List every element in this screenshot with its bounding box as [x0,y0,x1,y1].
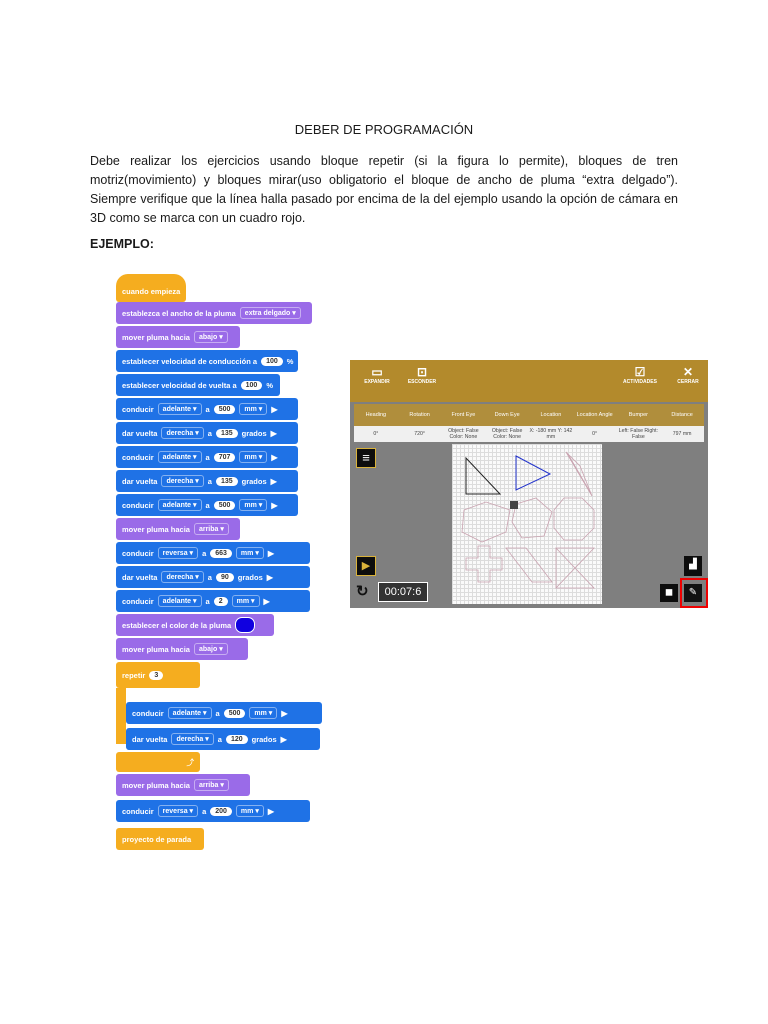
turn-block[interactable]: dar vuelta derecha ▾ a 135 grados ▶ [116,422,298,444]
play-arrow-icon[interactable]: ▶ [270,428,277,438]
table-cell: 0° [592,431,598,437]
table-cell: Left: False Right: False [618,428,658,440]
close-button[interactable]: ✕ CERRAR [670,365,706,385]
table-cell: X: -180 mm Y: 142 mm [529,428,573,440]
expand-icon: ▭ [371,365,383,379]
repeat-block-end [116,752,200,772]
color-swatch[interactable] [235,617,255,633]
repeat-block-arm [116,688,126,744]
pen-dropdown[interactable]: arriba ▾ [194,779,229,791]
when-started-block[interactable]: cuando empieza [116,274,186,302]
hide-button[interactable]: ⊡ ESCONDER [404,365,440,385]
reset-icon[interactable]: ↻ [356,583,369,600]
pen-width-block[interactable]: establezca el ancho de la pluma extra delgado ▾ [116,302,312,324]
turn-block[interactable]: dar vuelta derecha ▾ a 135 grados ▶ [116,470,298,492]
play-arrow-icon[interactable]: ▶ [267,806,274,816]
header-rotation: Rotation [409,412,430,418]
table-cell: Object: False Color: None [491,428,523,440]
turn-velocity-block[interactable]: establecer velocidad de vuelta a 100 % [116,374,280,396]
expand-button[interactable]: ▭ EXPANDIR [360,365,394,385]
table-cell: 797 mm [672,431,692,437]
example-heading: EJEMPLO: [90,237,154,251]
turn-block[interactable]: dar vuelta derecha ▾ a 90 grados ▶ [116,566,310,588]
timer-display: 00:07:6 [378,582,428,602]
loop-arrow-icon: ⤴ [186,757,194,767]
menu-icon[interactable]: ≡ [356,448,376,468]
drive-velocity-block[interactable]: establecer velocidad de conducción a 100 % [116,350,298,372]
play-arrow-icon[interactable]: ▶ [280,734,287,744]
turn-block[interactable]: dar vuelta derecha ▾ a 120 grados ▶ [126,728,320,750]
pen-up-block[interactable]: mover pluma hacia arriba ▾ [116,774,250,796]
drive-block[interactable]: conducir adelante ▾ a 500 mm ▾ ▶ [116,494,298,516]
hide-icon: ⊡ [416,365,428,379]
header-distance: Distance [671,412,693,418]
pen-down-block[interactable]: mover pluma hacia abajo ▾ [116,326,240,348]
header-location: Location [540,412,562,418]
pen-dropdown[interactable]: abajo ▾ [194,331,228,343]
activities-button[interactable]: ☑ ACTIVIDADES [618,365,662,385]
play-arrow-icon[interactable]: ▶ [281,708,288,718]
header-bumper: Bumper [628,412,648,418]
drive-block[interactable]: conducir reversa ▾ a 200 mm ▾ ▶ [116,800,310,822]
repeat-count-input[interactable]: 3 [149,671,163,680]
table-cell: 720° [414,431,425,437]
robot-icon [510,501,518,509]
robot-view-icon[interactable]: ▟ [684,556,702,576]
drive-block[interactable]: conducir adelante ▾ a 2 mm ▾ ▶ [116,590,310,612]
playground-canvas [452,444,602,604]
header-location-angle: Location Angle [576,412,613,418]
simulator-panel [350,360,708,608]
play-button[interactable]: ▶ [356,556,376,576]
drive-block[interactable]: conducir adelante ▾ a 500 mm ▾ ▶ [126,702,322,724]
pen-width-dropdown[interactable]: extra delgado ▾ [240,307,301,319]
play-arrow-icon[interactable]: ▶ [267,548,274,558]
simulator-toolbar [350,360,708,402]
header-front-eye: Front Eye [451,412,476,418]
camera-3d-icon[interactable]: ✎ [684,584,702,602]
play-arrow-icon[interactable]: ▶ [270,476,277,486]
value-input[interactable]: 100 [241,381,263,390]
pen-dropdown[interactable]: abajo ▾ [194,643,228,655]
activities-icon: ☑ [634,365,646,379]
play-arrow-icon[interactable]: ▶ [271,500,278,510]
drive-block[interactable]: conducir adelante ▾ a 500 mm ▾ ▶ [116,398,298,420]
playground-drawing [452,444,602,604]
close-icon: ✕ [682,365,694,379]
code-blocks [116,268,326,852]
pen-dropdown[interactable]: arriba ▾ [194,523,229,535]
camera-icon[interactable]: ◼ [660,584,678,602]
pen-color-block[interactable]: establecer el color de la pluma [116,614,274,636]
value-input[interactable]: 100 [261,357,283,366]
play-arrow-icon[interactable]: ▶ [271,404,278,414]
table-cell: 0° [373,431,379,437]
table-cell: Object: False Color: None [448,428,479,440]
document-title: DEBER DE PROGRAMACIÓN [294,122,474,137]
header-heading: Heading [365,412,387,418]
play-arrow-icon[interactable]: ▶ [271,452,278,462]
pen-down-block[interactable]: mover pluma hacia abajo ▾ [116,638,248,660]
stop-project-block[interactable]: proyecto de parada [116,828,204,850]
pen-up-block[interactable]: mover pluma hacia arriba ▾ [116,518,240,540]
drive-block[interactable]: conducir adelante ▾ a 707 mm ▾ ▶ [116,446,298,468]
repeat-block[interactable]: repetir 3 [116,662,200,688]
highlight-box [680,578,708,608]
play-arrow-icon[interactable]: ▶ [266,572,273,582]
play-arrow-icon[interactable]: ▶ [263,596,270,606]
sensor-table-row [354,426,704,442]
sensor-table-header [354,404,704,426]
drive-block[interactable]: conducir reversa ▾ a 663 mm ▾ ▶ [116,542,310,564]
header-down-eye: Down Eye [494,412,520,418]
instructions-paragraph: Debe realizar los ejercicios usando bloque repetir (si la figura lo permite), bloques de tren motriz(movimiento) y bloques mirar(uso obligatorio el bloque de ancho de pluma “extra delgado”). Siempre verifique que la línea halla pasado por encima de la del ejemplo usando la opción de cámara en 3D como se marca con un cuadro rojo. [90,154,678,225]
